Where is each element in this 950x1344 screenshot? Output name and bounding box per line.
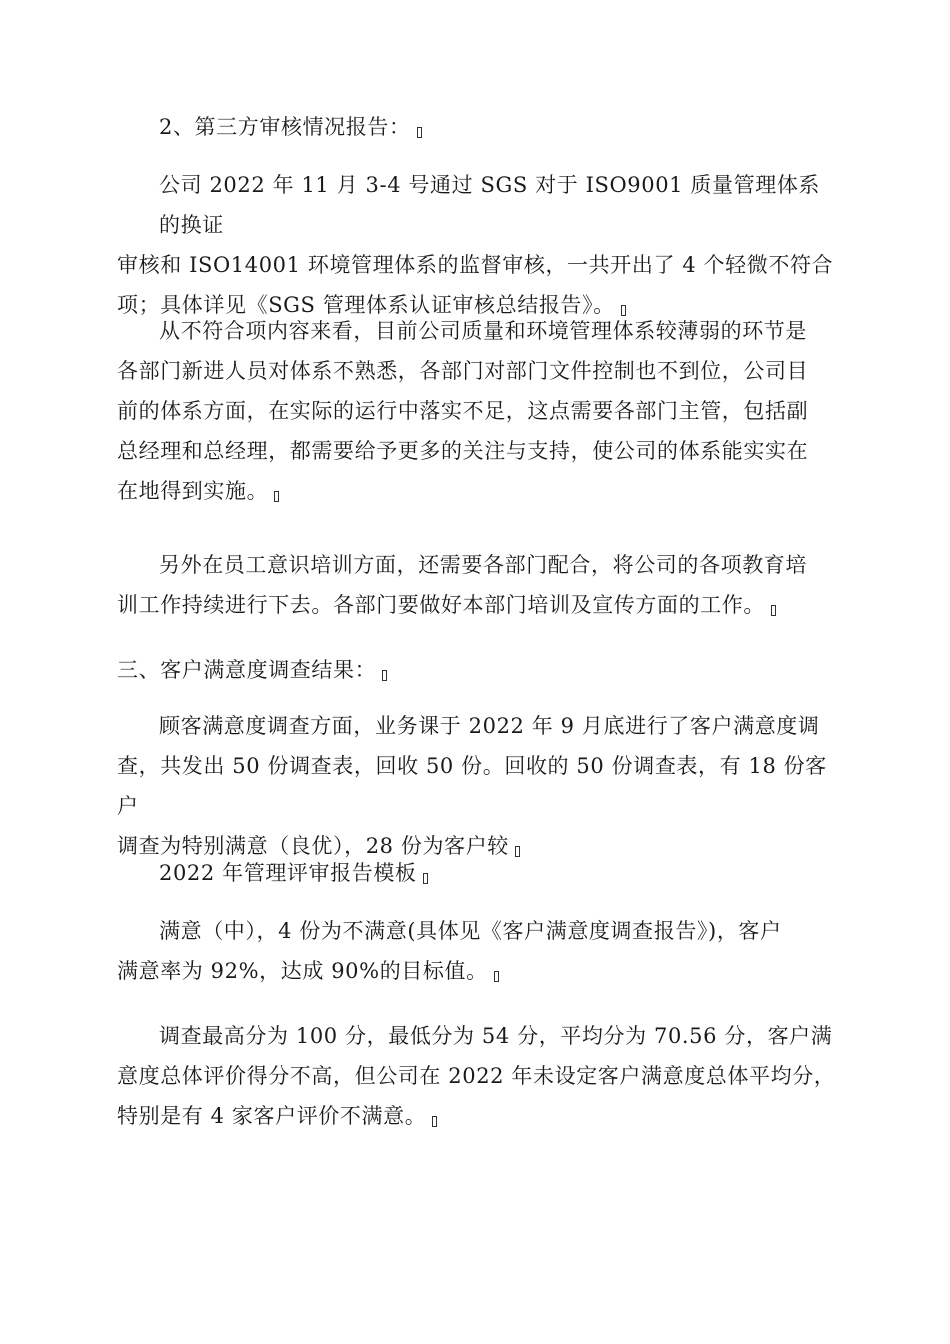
paragraph-customer-satisfaction-heading [117,650,837,690]
paragraph-mark-icon [417,127,422,138]
text-line: 顾客满意度调查方面，业务课于 2022 年 9 月底进行了客户满意度调 [159,714,820,738]
text-line: 训工作持续进行下去。各部门要做好本部门培训及宣传方面的工作。 [117,585,837,625]
text-line: 查，共发出 50 份调查表，回收 50 份。回收的 50 份调查表，有 18 份客户 [117,754,827,818]
text-line: 各部门新进人员对体系不熟悉，各部门对部门文件控制也不到位，公司目 [117,359,809,383]
text-line: 满意率为 92%，达成 90%的目标值。 [117,951,837,991]
text-line: 另外在员工意识培训方面，还需要各部门配合，将公司的各项教育培 [159,553,807,577]
text-line: 调查为特别满意（良优），28 份为客户较 [117,826,837,866]
text-line: 满意（中），4 份为不满意(具体见《客户满意度调查报告》)，客户 [159,919,782,943]
text-line: 意度总体评价得分不高，但公司在 2022 年未设定客户满意度总体平均分， [117,1064,836,1088]
text-line: 三、客户满意度调查结果： [117,650,837,690]
text-line: 公司 2022 年 11 月 3-4 号通过 SGS 对于 ISO9001 质量管理体系的换证 [159,173,821,237]
paragraph-survey-overview [117,706,837,866]
text-line: 2、第三方审核情况报告： [117,107,837,147]
paragraph-mark-icon [432,1116,437,1127]
text-line: 总经理和总经理，都需要给予更多的关注与支持，使公司的体系能实实在 [117,439,809,463]
paragraph-third-party-audit-heading [117,107,837,147]
text-line: 前的体系方面，在实际的运行中落实不足，这点需要各部门主管，包括副 [117,399,809,423]
paragraph-sgs-audit [117,165,837,325]
paragraph-template-title [117,853,837,893]
paragraph-mark-icon [382,670,387,681]
paragraph-mark-icon [494,971,499,982]
paragraph-survey-scores [117,1016,837,1136]
text-line: 在地得到实施。 [117,471,837,511]
text-line: 审核和 ISO14001 环境管理体系的监督审核，一共开出了 4 个轻微不符合 [117,253,834,277]
text-line: 特别是有 4 家客户评价不满意。 [117,1096,837,1136]
paragraph-mark-icon [274,491,279,502]
paragraph-satisfaction-rate [117,911,837,991]
text-line: 从不符合项内容来看，目前公司质量和环境管理体系较薄弱的环节是 [159,319,807,343]
text-line: 项；具体详见《SGS 管理体系认证审核总结报告》。 [117,285,837,325]
paragraph-mark-icon [771,605,776,616]
text-line: 2022 年管理评审报告模板 [117,853,837,893]
paragraph-mark-icon [423,873,428,884]
paragraph-nonconformity-analysis [117,311,837,511]
text-line: 调查最高分为 100 分，最低分为 54 分，平均分为 70.56 分，客户满 [159,1024,833,1048]
paragraph-training [117,545,837,625]
